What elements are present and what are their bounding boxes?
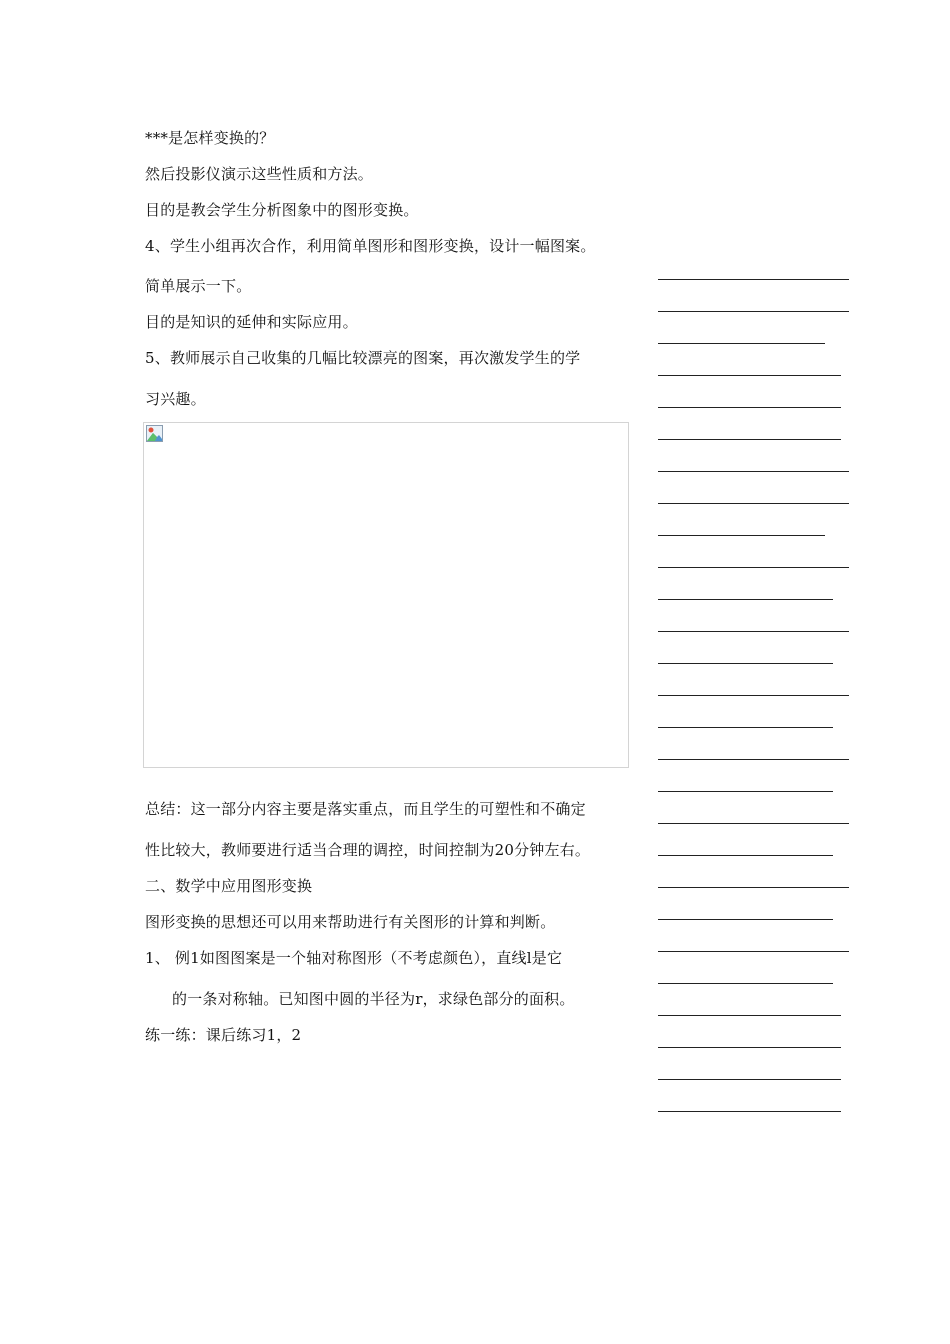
note-line [658, 759, 849, 760]
note-line [658, 375, 841, 376]
note-line [658, 823, 849, 824]
note-line [658, 855, 833, 856]
paragraph: 5、教师展示自己收集的几幅比较漂亮的图案，再次激发学生的学 [145, 349, 581, 367]
note-line [658, 791, 833, 792]
paragraph: 图形变换的思想还可以用来帮助进行有关图形的计算和判断。 [145, 913, 556, 931]
note-line [658, 407, 841, 408]
note-line [658, 279, 849, 280]
note-line [658, 1047, 841, 1048]
paragraph: ***是怎样变换的？ [145, 129, 275, 147]
paragraph: 性比较大，教师要进行适当合理的调控，时间控制为20分钟左右。 [145, 841, 591, 859]
paragraph: 的一条对称轴。已知图中圆的半径为r，求绿色部分的面积。 [172, 990, 575, 1008]
note-line [658, 471, 849, 472]
paragraph: 简单展示一下。 [145, 277, 252, 295]
note-line [658, 535, 825, 536]
paragraph: 习兴趣。 [145, 390, 206, 408]
paragraph: 4、学生小组再次合作，利用简单图形和图形变换，设计一幅图案。 [145, 237, 596, 255]
note-line [658, 631, 849, 632]
note-line [658, 343, 825, 344]
note-line [658, 1111, 841, 1112]
note-line [658, 311, 849, 312]
paragraph: 1、 例1如图图案是一个轴对称图形（不考虑颜色），直线l是它 [145, 949, 563, 967]
note-line [658, 919, 833, 920]
note-line [658, 663, 833, 664]
note-line [658, 599, 833, 600]
paragraph: 目的是知识的延伸和实际应用。 [145, 313, 358, 331]
figure-placeholder [143, 422, 629, 768]
note-line [658, 567, 849, 568]
paragraph: 总结：这一部分内容主要是落实重点，而且学生的可塑性和不确定 [145, 800, 586, 818]
note-line [658, 887, 849, 888]
note-line [658, 695, 849, 696]
broken-image-icon [146, 425, 163, 442]
paragraph: 练一练：课后练习1，2 [145, 1026, 302, 1044]
note-line [658, 727, 833, 728]
note-line [658, 439, 841, 440]
note-line [658, 1015, 841, 1016]
note-line [658, 1079, 841, 1080]
paragraph: 然后投影仪演示这些性质和方法。 [145, 165, 374, 183]
note-line [658, 951, 849, 952]
note-line [658, 983, 833, 984]
paragraph: 目的是教会学生分析图象中的图形变换。 [145, 201, 419, 219]
section-heading: 二、数学中应用图形变换 [145, 877, 313, 895]
note-line [658, 503, 849, 504]
